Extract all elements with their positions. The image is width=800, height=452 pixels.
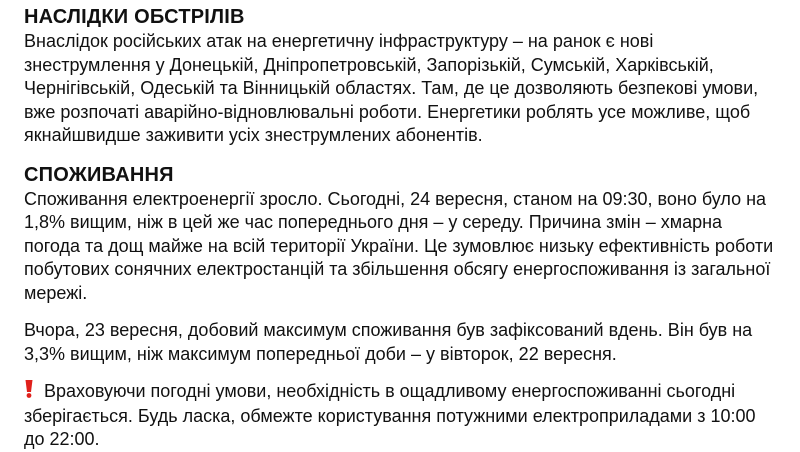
paragraph-shelling xyxy=(24,30,776,148)
text-line: вже розпочаті аварійно-відновлювальні роботи. Енергетики роблять усе можливе, щоб xyxy=(24,101,751,122)
section-title-consumption: СПОЖИВАННЯ xyxy=(24,163,174,186)
text-line: Споживання електроенергії зросло. Сьогодні, 24 вересня, станом на 09:30, воно було на xyxy=(24,188,767,209)
text-line: побутових сонячних електростанцій та збільшення обсягу енергоспоживання із загальної xyxy=(24,259,771,279)
text-line: 1,8% вищим, ніж в цей же час попереднього дня – у середу. Причина змін – хмарна xyxy=(24,212,723,232)
text-line: до 22:00. xyxy=(24,429,100,449)
paragraph-consumption-today xyxy=(24,188,776,306)
text-line: якнайшвидше заживити усіх знеструмлених абонентів. xyxy=(24,125,483,145)
paragraph-spacer xyxy=(24,366,776,380)
text-line: Чернігівській, Одеській та Вінницькій областях. Там, де це дозволяють безпекові умови, xyxy=(24,78,759,98)
text-line: знеструмлення у Донецькій, Дніпропетровській, Запорізькій, Сумській, Харківській, xyxy=(24,54,714,75)
text-line: 3,3% вищим, ніж максимум попередньої доби – у вівторок, 22 вересня. xyxy=(24,343,617,364)
text-line: зберігається. Будь ласка, обмежте користування потужними електроприладами з 10:00 xyxy=(24,405,756,426)
section-title-shelling: НАСЛІДКИ ОБСТРІЛІВ xyxy=(24,6,245,28)
text-line: погода та дощ майже на всій території України. Це зумовлює низьку ефективність роботи xyxy=(24,235,774,256)
warning-first-line xyxy=(24,380,776,405)
warning-paragraph xyxy=(24,380,776,452)
text-line: Вчора, 23 вересня, добовий максимум споживання був зафіксований вдень. Він був на xyxy=(24,320,753,340)
exclamation-icon xyxy=(24,380,34,405)
paragraph-consumption-yesterday xyxy=(24,319,776,366)
section-spacer xyxy=(24,148,776,162)
text-line: мережі. xyxy=(24,282,88,303)
paragraph-spacer xyxy=(24,305,776,319)
text-line: Внаслідок російських атак на енергетичну інфраструктуру – на ранок є нові xyxy=(24,31,654,51)
text-line: Враховуючи погодні умови, необхідність в ощадливому енергоспоживанні сьогодні xyxy=(44,381,736,401)
